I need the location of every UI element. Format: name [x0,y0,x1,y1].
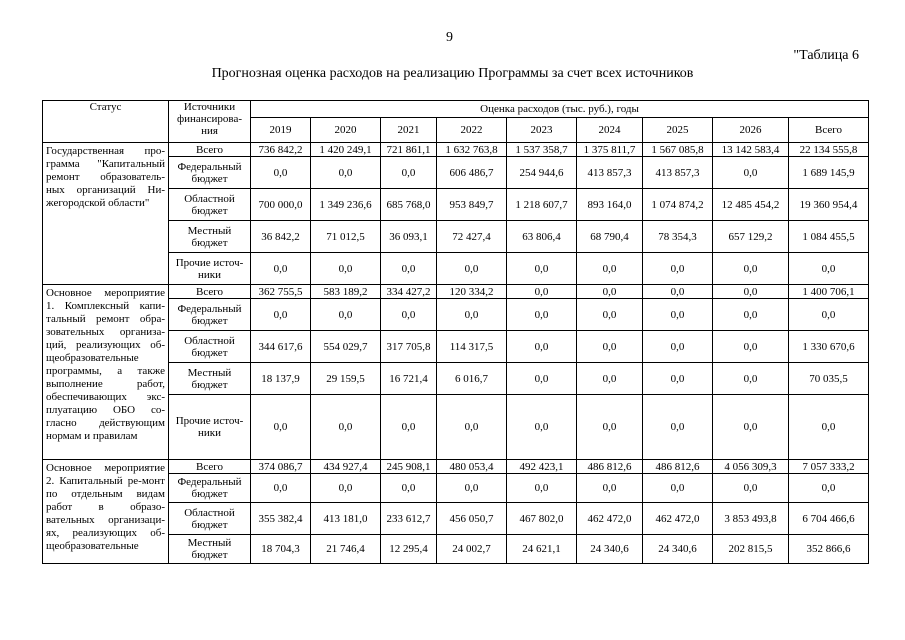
value-cell: 36 093,1 [381,221,437,253]
document-title: Прогнозная оценка расходов на реализацию Программы за счет всех источников [211,66,694,81]
value-cell: 0,0 [789,474,869,503]
value-cell: 0,0 [251,253,311,285]
value-cell: 413 181,0 [311,503,381,535]
value-cell: 120 334,2 [437,285,507,299]
value-cell: 0,0 [789,253,869,285]
value-cell: 71 012,5 [311,221,381,253]
value-cell: 0,0 [311,157,381,189]
value-cell: 486 812,6 [577,460,643,474]
value-cell: 0,0 [577,474,643,503]
value-cell: 1 330 670,6 [789,331,869,363]
value-cell: 202 815,5 [713,535,789,564]
value-cell: 3 853 493,8 [713,503,789,535]
value-cell: 374 086,7 [251,460,311,474]
source-cell: Областной бюджет [169,503,251,535]
value-cell: 0,0 [713,474,789,503]
header-sources: Источники финансирова-ния [169,101,251,143]
value-cell: 24 621,1 [507,535,577,564]
value-cell: 24 002,7 [437,535,507,564]
status-cell: Основное мероприятие 2. Капитальный ре-монт по отдельным видам работ в образо-вательных организаци-ях, реализующих об-щеобразовательные [43,460,169,564]
value-cell: 70 035,5 [789,363,869,395]
value-cell: 0,0 [713,299,789,331]
value-cell: 24 340,6 [643,535,713,564]
source-cell: Местный бюджет [169,363,251,395]
value-cell: 0,0 [381,474,437,503]
value-cell: 0,0 [437,299,507,331]
value-cell: 78 354,3 [643,221,713,253]
value-cell: 352 866,6 [789,535,869,564]
value-cell: 606 486,7 [437,157,507,189]
value-cell: 413 857,3 [577,157,643,189]
value-cell: 0,0 [251,299,311,331]
value-cell: 0,0 [381,299,437,331]
value-cell: 0,0 [713,285,789,299]
value-cell: 0,0 [381,395,437,460]
value-cell: 0,0 [507,285,577,299]
value-cell: 456 050,7 [437,503,507,535]
value-cell: 0,0 [577,363,643,395]
status-cell: Государственная про-грамма "Капитальный ремонт образователь-ных организаций Ни-жегородской области" [43,143,169,285]
value-cell: 1 567 085,8 [643,143,713,157]
page-number: 9 [446,30,453,45]
value-cell: 0,0 [643,253,713,285]
year-header: 2023 [507,118,577,143]
source-cell: Прочие источ-ники [169,253,251,285]
value-cell: 1 375 811,7 [577,143,643,157]
value-cell: 21 746,4 [311,535,381,564]
value-cell: 4 056 309,3 [713,460,789,474]
value-cell: 0,0 [643,363,713,395]
value-cell: 492 423,1 [507,460,577,474]
table-body [43,143,869,564]
value-cell: 317 705,8 [381,331,437,363]
value-cell: 29 159,5 [311,363,381,395]
value-cell: 0,0 [577,395,643,460]
value-cell: 0,0 [311,299,381,331]
table-row [43,460,869,474]
value-cell: 24 340,6 [577,535,643,564]
value-cell: 0,0 [311,395,381,460]
value-cell: 0,0 [437,395,507,460]
value-cell: 0,0 [713,253,789,285]
value-cell: 0,0 [507,474,577,503]
source-cell: Всего [169,460,251,474]
value-cell: 0,0 [251,474,311,503]
value-cell: 486 812,6 [643,460,713,474]
value-cell: 72 427,4 [437,221,507,253]
value-cell: 22 134 555,8 [789,143,869,157]
source-cell: Местный бюджет [169,221,251,253]
value-cell: 685 768,0 [381,189,437,221]
value-cell: 0,0 [713,331,789,363]
value-cell: 1 400 706,1 [789,285,869,299]
value-cell: 893 164,0 [577,189,643,221]
value-cell: 0,0 [311,253,381,285]
year-header: 2026 [713,118,789,143]
value-cell: 18 137,9 [251,363,311,395]
value-cell: 245 908,1 [381,460,437,474]
value-cell: 63 806,4 [507,221,577,253]
year-header: 2021 [381,118,437,143]
value-cell: 19 360 954,4 [789,189,869,221]
value-cell: 114 317,5 [437,331,507,363]
value-cell: 36 842,2 [251,221,311,253]
value-cell: 1 420 249,1 [311,143,381,157]
value-cell: 0,0 [643,331,713,363]
value-cell: 12 485 454,2 [713,189,789,221]
source-cell: Областной бюджет [169,331,251,363]
value-cell: 0,0 [577,299,643,331]
value-cell: 355 382,4 [251,503,311,535]
value-cell: 1 218 607,7 [507,189,577,221]
value-cell: 16 721,4 [381,363,437,395]
table-reference: "Таблица 6 [793,48,859,63]
value-cell: 657 129,2 [713,221,789,253]
source-cell: Федеральный бюджет [169,474,251,503]
value-cell: 362 755,5 [251,285,311,299]
value-cell: 0,0 [643,299,713,331]
value-cell: 583 189,2 [311,285,381,299]
header-status: Статус [43,101,169,143]
expenses-table [42,100,869,564]
value-cell: 7 057 333,2 [789,460,869,474]
value-cell: 413 857,3 [643,157,713,189]
value-cell: 13 142 583,4 [713,143,789,157]
value-cell: 0,0 [251,157,311,189]
value-cell: 0,0 [643,285,713,299]
value-cell: 344 617,6 [251,331,311,363]
value-cell: 0,0 [577,253,643,285]
table-row [43,143,869,157]
value-cell: 0,0 [381,157,437,189]
value-cell: 721 861,1 [381,143,437,157]
value-cell: 233 612,7 [381,503,437,535]
value-cell: 0,0 [789,395,869,460]
value-cell: 0,0 [437,474,507,503]
year-header: 2019 [251,118,311,143]
value-cell: 18 704,3 [251,535,311,564]
value-cell: 0,0 [507,363,577,395]
year-header: 2022 [437,118,507,143]
value-cell: 0,0 [507,253,577,285]
value-cell: 0,0 [251,395,311,460]
value-cell: 6 704 466,6 [789,503,869,535]
value-cell: 462 472,0 [643,503,713,535]
year-header: 2020 [311,118,381,143]
value-cell: 480 053,4 [437,460,507,474]
value-cell: 68 790,4 [577,221,643,253]
value-cell: 0,0 [713,363,789,395]
year-header: 2025 [643,118,713,143]
value-cell: 736 842,2 [251,143,311,157]
value-cell: 0,0 [789,299,869,331]
value-cell: 0,0 [507,299,577,331]
source-cell: Прочие источ-ники [169,395,251,460]
value-cell: 0,0 [381,253,437,285]
value-cell: 1 349 236,6 [311,189,381,221]
value-cell: 1 537 358,7 [507,143,577,157]
value-cell: 554 029,7 [311,331,381,363]
value-cell: 1 084 455,5 [789,221,869,253]
table-row [43,285,869,299]
source-cell: Всего [169,285,251,299]
value-cell: 12 295,4 [381,535,437,564]
value-cell: 1 689 145,9 [789,157,869,189]
value-cell: 700 000,0 [251,189,311,221]
value-cell: 462 472,0 [577,503,643,535]
value-cell: 0,0 [713,395,789,460]
value-cell: 1 074 874,2 [643,189,713,221]
year-header: 2024 [577,118,643,143]
source-cell: Федеральный бюджет [169,299,251,331]
value-cell: 0,0 [577,331,643,363]
value-cell: 6 016,7 [437,363,507,395]
value-cell: 334 427,2 [381,285,437,299]
value-cell: 0,0 [507,395,577,460]
value-cell: 0,0 [643,474,713,503]
source-cell: Местный бюджет [169,535,251,564]
value-cell: 0,0 [643,395,713,460]
value-cell: 467 802,0 [507,503,577,535]
value-cell: 0,0 [437,253,507,285]
value-cell: 953 849,7 [437,189,507,221]
value-cell: 1 632 763,8 [437,143,507,157]
value-cell: 0,0 [507,331,577,363]
value-cell: 434 927,4 [311,460,381,474]
year-header: Всего [789,118,869,143]
source-cell: Всего [169,143,251,157]
status-cell: Основное мероприятие 1. Комплексный капи-тальный ремонт обра-зовательных организа-ций, реализующих об-щеобразовательные программы, а также выполнение работ, обеспечивающих экс-плуатацию ОБО со-гласно действующим нормам и правилам [43,285,169,460]
value-cell: 0,0 [577,285,643,299]
header-estimate: Оценка расходов (тыс. руб.), годы [251,101,869,118]
value-cell: 0,0 [311,474,381,503]
value-cell: 0,0 [713,157,789,189]
source-cell: Областной бюджет [169,189,251,221]
source-cell: Федеральный бюджет [169,157,251,189]
value-cell: 254 944,6 [507,157,577,189]
